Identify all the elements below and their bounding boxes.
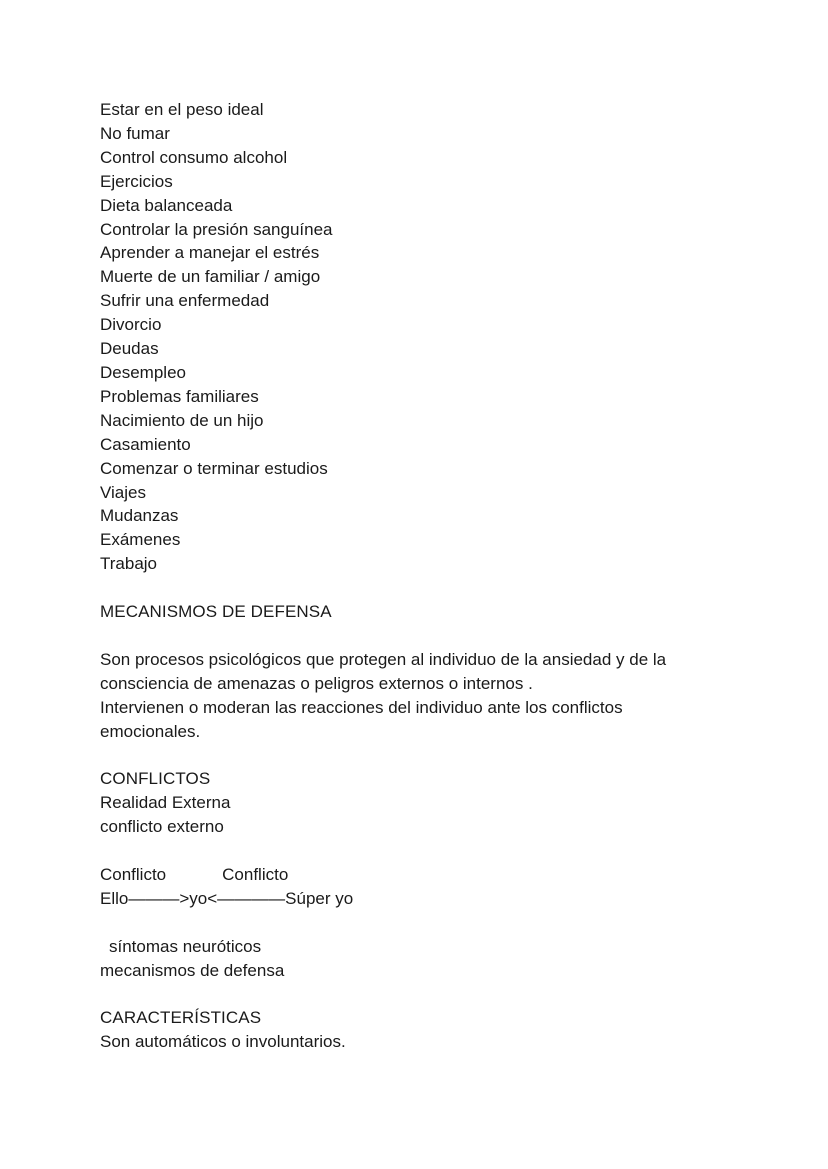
- list-item: No fumar: [100, 123, 170, 143]
- list-item: Dieta balanceada: [100, 195, 233, 215]
- list-item: Desempleo: [100, 362, 186, 382]
- paragraph-line: Intervienen o moderan las reacciones del individuo ante los conflictos: [100, 697, 623, 717]
- paragraph-line: consciencia de amenazas o peligros externos o internos .: [100, 673, 533, 693]
- list-item: Aprender a manejar el estrés: [100, 243, 320, 263]
- list-item: Control consumo alcohol: [100, 147, 288, 167]
- list-item: Muerte de un familiar / amigo: [100, 267, 321, 287]
- list-item: Estar en el peso ideal: [100, 100, 264, 119]
- caracteristicas-line: Son automáticos o involuntarios.: [100, 1032, 346, 1052]
- list-item: Mudanzas: [100, 506, 179, 526]
- mecanismos-heading: MECANISMOS DE DEFENSA: [100, 602, 332, 622]
- list-item: Divorcio: [100, 315, 162, 335]
- factors-list: [100, 98, 740, 576]
- mecanismos-paragraph: [100, 648, 740, 744]
- list-item: Trabajo: [100, 554, 158, 574]
- list-item: Nacimiento de un hijo: [100, 410, 264, 430]
- caracteristicas-heading: CARACTERÍSTICAS: [100, 1008, 262, 1028]
- conflictos-section: [100, 767, 740, 982]
- mecanismos-line: mecanismos de defensa: [100, 960, 285, 980]
- list-item: Deudas: [100, 339, 159, 359]
- ello-yo-superyo-row: Ello———>yo<————Súper yo: [100, 888, 354, 908]
- list-item: Sufrir una enfermedad: [100, 291, 270, 311]
- list-item: Controlar la presión sanguínea: [100, 219, 333, 239]
- conflict-labels-row: [100, 863, 740, 887]
- paragraph-line: Son procesos psicológicos que protegen al individuo de la ansiedad y de la: [100, 649, 667, 669]
- mecanismos-section: [100, 600, 740, 743]
- realidad-externa-line: Realidad Externa: [100, 793, 231, 813]
- list-item: Problemas familiares: [100, 386, 259, 406]
- list-item: Casamiento: [100, 434, 191, 454]
- conflictos-heading: CONFLICTOS: [100, 769, 211, 789]
- caracteristicas-section: [100, 1006, 740, 1054]
- conflict-right-label: Conflicto: [222, 864, 289, 884]
- document-page: [100, 98, 740, 1054]
- conflict-left-label: Conflicto: [100, 864, 167, 884]
- paragraph-line: emocionales.: [100, 721, 201, 741]
- conflict-diagram: [100, 863, 740, 911]
- list-item: Viajes: [100, 482, 146, 502]
- conflicto-externo-line: conflicto externo: [100, 817, 224, 837]
- list-item: Comenzar o terminar estudios: [100, 458, 328, 478]
- list-item: Exámenes: [100, 530, 181, 550]
- list-item: Ejercicios: [100, 171, 173, 191]
- sintomas-line: síntomas neuróticos: [109, 936, 262, 956]
- outcomes: [100, 935, 740, 983]
